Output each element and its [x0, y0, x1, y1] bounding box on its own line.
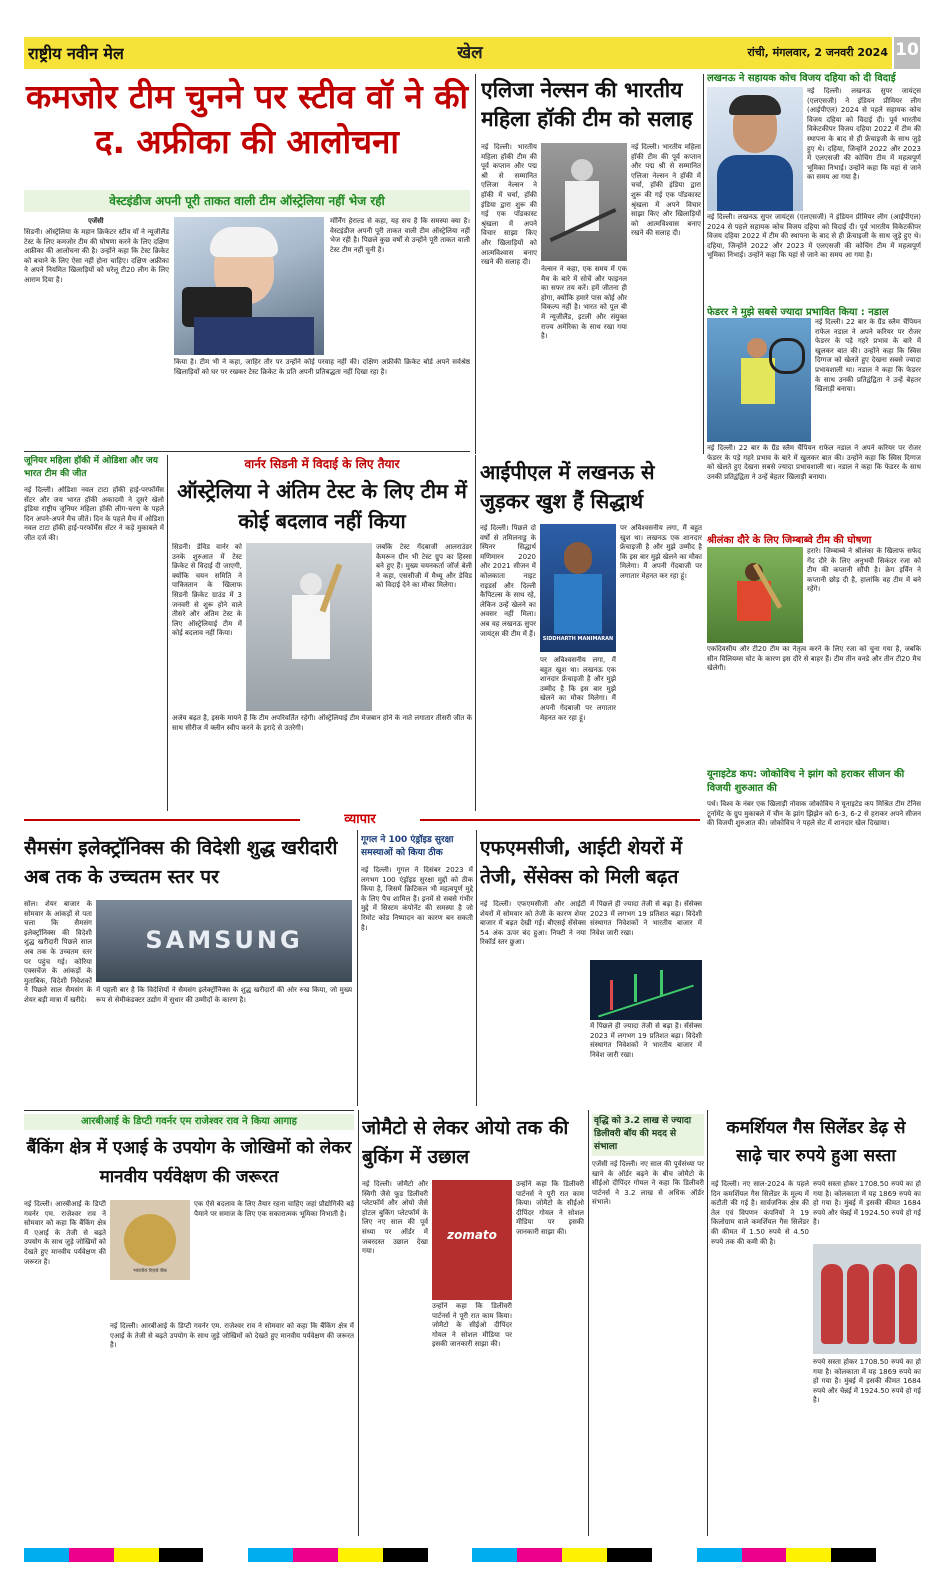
business-section-label: व्यापार	[300, 811, 420, 828]
vijay-dahiya-body: नई दिल्ली। लखनऊ सुपर जायंट्स (एलएसजी) ने इंडियन प्रीमियर लीग (आईपीएल) 2024 से पहले सहायक कोच विजय दहिया को विदाई दी। पूर्व भारतीय विकेटकीपर विजय दहिया 2022 में टीम की स्थापना के बाद से ही फ्रेंचाइजी के साथ जुड़े हुए थे। दहिया, जिन्होंने 2022 और 2023 में एलएसजी की कोचिंग टीम में महत्वपूर्ण भूमिका निभाई। उन्होंने कहा कि यहां से जाने का समय आ गया है।	[807, 87, 921, 182]
gas-body-col2: रुपये सस्ता होकर 1708.50 रुपये का हो गया है। कोलकाता में यह 1869 रुपये का हो गया है। मुंबई में इसकी कीमत 1684 रुपये और चेन्नई में 1924.50 रुपये हो गई है।	[813, 1180, 921, 1227]
zomato-body-col3: उन्होंने कहा कि डिलीवरी पार्टनर्स ने पूरी रात काम किया। जोमैटो के सीईओ दीपिंदर गोयल ने सोशल मीडिया पर इसकी जानकारी साझा की।	[432, 1302, 512, 1349]
nadal-body: नई दिल्ली। 22 बार के ग्रैंड स्लैम चैंपियन राफेल नडाल ने अपने करियर पर रोजर फेडरर के पड़े गहरे प्रभाव के बारे में खुलकर बात की। उन्होंने कहा कि स्विस दिग्गज को खेलते हुए देखना सबसे ज्यादा प्रभावशाली था। नडाल ने कहा कि फेडरर के साथ उनकी प्रतिद्वंद्विता ने उन्हें बेहतर खिलाड़ी बनाया।	[815, 318, 921, 394]
steve-waugh-body-col1: सिडनी। ऑस्ट्रेलिया के महान क्रिकेटर स्टीव वॉ ने न्यूजीलैंड टेस्ट के लिए कमजोर टीम की घोषणा करने के लिए दक्षिण अफ्रीका की आलोचना की है। उन्होंने कहा कि टेस्ट क्रिकेट को बचाने के लिए ऐसा नहीं होना चाहिए। दक्षिण अफ्रीका ने अपने नियमित खिलाड़ियों को घरेलू टी20 लीग के लिए आराम दिया है।	[24, 228, 169, 284]
man-with-camera-photo	[174, 217, 324, 355]
samsung-headline: सैमसंग इलेक्ट्रॉनिक्स की विदेशी शुद्ध खरीदारी अब तक के उच्चतम स्तर पर	[24, 837, 338, 888]
zimbabwe-body: हरारे। जिम्बाब्वे ने श्रीलंका के खिलाफ सफेद गेंद दौरे के लिए अनुभवी सिकंदर रजा को टीम की कप्तानी सौंपी है। क्रेग इर्विन ने कप्तानी छोड़ दी है, हालांकि वह टीम में बने रहेंगे।	[807, 547, 921, 594]
rbi-body-col1: नई दिल्ली। आरबीआई के डिप्टी गवर्नर एम. राजेश्वर राव ने सोमवार को कहा कि बैंकिंग क्षेत्र में एआई के तेजी से बढ़ते उपयोग के साथ जुड़े जोखिमों को देखते हुए मानवीय पर्यवेक्षण की जरूरत है।	[24, 1200, 106, 1266]
color-registration-strip-top	[0, 0, 945, 6]
zimbabwe-body-cont: एकदिवसीय और टी20 टीम का नेतृत्व करने के लिए रजा को चुना गया है, जबकि सीन विलियम्स चोट के कारण इस दौरे से बाहर हैं। टीम तीन वनडे और तीन टी20 मैच खेलेगी।	[707, 645, 921, 673]
page-number: 10	[895, 40, 919, 60]
tennis-player-photo	[707, 318, 811, 442]
color-registration-strip-bottom	[24, 1548, 921, 1562]
junior-hockey-body: नई दिल्ली। ओडिशा नवल टाटा हॉकी हाई-परफॉर्मेंस सेंटर और जय भारत हॉकी अकादमी ने दूसरे खेलो इंडिया राष्ट्रीय जूनियर महिला हॉकी लीग-चरण के पहले दिन अपने-अपने मैच जीते। दिन के पहले मैच में ओडिशा नवल टाटा हॉकी हाई-परफॉर्मेंस सेंटर ने कड़े मुकाबले में जीत दर्ज की।	[24, 486, 164, 542]
warner-kicker: वार्नर सिडनी में विदाई के लिए तैयार	[244, 457, 400, 471]
fmcg-body-col3: में पिछले ही ज्यादा तेजी से बढ़ा है। सेंसेक्स 2023 में लगभग 19 प्रतिशत बढ़ा। विदेशी संस्थागत निवेशकों ने भारतीय बाजार में निवेश जारी रखा।	[590, 1022, 702, 1059]
gas-cylinders-photo	[813, 1244, 921, 1354]
column-divider	[358, 1110, 359, 1536]
zomato-body-col1: नई दिल्ली। जोमैटो और स्विगी जैसे फूड डिलीवरी प्लेटफॉर्म और ओयो जैसे होटल बुकिंग प्लेटफॉर्म के लिए नए साल की पूर्व संध्या पर ऑर्डर में जबरदस्त उछाल देखा गया।	[362, 1180, 428, 1256]
column-divider	[476, 830, 477, 1106]
column-divider	[475, 74, 476, 454]
samsung-building-photo	[96, 900, 352, 982]
column-divider	[588, 1110, 589, 1536]
dateline: रांची, मंगलवार, 2 जनवरी 2024	[747, 46, 888, 59]
delivery-kicker: वृद्धि को 3.2 लाख से ज्यादा डिलीवरी बॉय की मदद से संभाला	[592, 1114, 704, 1156]
siddharth-body-col1: नई दिल्ली। पिछले दो वर्षों से तमिलनाडु के स्पिनर सिद्धार्थ मणिमारन 2020 और 2021 सीजन में कोलकाता नाइट राइडर्स और दिल्ली कैपिटल्स के साथ रहे, लेकिन उन्हें खेलने का अवसर नहीं मिला। अब वह लखनऊ सुपर जायंट्स की टीम में हैं।	[480, 524, 536, 638]
samsung-body-col2: में पहली बार है कि विदेशियों ने सैमसंग इलेक्ट्रॉनिक्स के शुद्ध खरीदारों की ओर रुख किया, जो मुख्य रूप से सेमीकंडक्टर उद्योग में सुधार की उम्मीदों के कारण है।	[96, 986, 352, 1004]
google-body: नई दिल्ली। गूगल ने दिसंबर 2023 में लगभग 100 एंड्रॉइड सुरक्षा मुद्दों को ठीक किया है, जिसमें क्रिटिकल भी महत्वपूर्ण मुद्दे के लिए पैच शामिल हैं। इनमें से सबसे गंभीर मुद्दे में सिस्टम कंपोनेंट की समस्या है जो रिमोट कोड निष्पादन का कारण बन सकती है।	[361, 866, 473, 932]
section-rule	[24, 1110, 354, 1111]
vijay-dahiya-body-cont: नई दिल्ली। लखनऊ सुपर जायंट्स (एलएसजी) ने इंडियन प्रीमियर लीग (आईपीएल) 2024 से पहले सहायक कोच विजय दहिया को विदाई दी। पूर्व भारतीय विकेटकीपर विजय दहिया 2022 में टीम की स्थापना के बाद से ही फ्रेंचाइजी के साथ जुड़े हुए थे। दहिया, जिन्होंने 2022 और 2023 में एलएसजी की कोचिंग टीम में महत्वपूर्ण भूमिका निभाई। उन्होंने कहा कि यहां से जाने का समय आ गया है।	[707, 213, 921, 260]
alyssa-nelson-headline: एलिजा नेल्सन की भारतीय महिला हॉकी टीम को सलाह	[481, 78, 693, 131]
warner-headline: ऑस्ट्रेलिया ने अंतिम टेस्ट के लिए टीम में कोई बदलाव नहीं किया	[177, 479, 467, 533]
delivery-body: एजेंसी नई दिल्ली। नए साल की पूर्वसंध्या पर खाने के ऑर्डर बढ़ने के बीच जोमैटो के सीईओ दीपिंदर गोयल ने कहा कि डिलीवरी पार्टनर्स ने 3.2 लाख से अधिक ऑर्डर संभाले।	[592, 1160, 704, 1207]
nadal-kicker: फेडरर ने मुझे सबसे ज्यादा प्रभावित किया : नडाल	[707, 307, 889, 318]
djokovic-kicker: यूनाइटेड कप: जोकोविच ने झांग को हराकर सीजन की विजयी शुरुआत की	[707, 769, 905, 794]
zomato-headline: जोमैटो से लेकर ओयो तक की बुकिंग में उछाल	[362, 1117, 569, 1168]
hockey-player-photo	[541, 143, 627, 261]
gas-body-col1: नई दिल्ली। नए साल-2024 के पहले दिन कमर्शियल गैस सिलेंडर के मूल्य में कटौती की गई है। सार्वजनिक क्षेत्र की तेल एवं विपणन कंपनियों ने 19 किलोग्राम वाले कमर्शियल गैस सिलेंडर की कीमत में 1.50 रुपये से 4.50 रुपये तक की कमी की है।	[711, 1180, 809, 1246]
siddharth-body-col2: पर अविश्वसनीय लगा, मैं बहुत खुश था। लखनऊ एक शानदार फ्रेंचाइजी है और मुझे उम्मीद है कि इस बार मुझे खेलने का मौका मिलेगा। मैं अपनी गेंदबाजी पर लगातार मेहनत कर रहा हूं।	[540, 656, 616, 722]
coach-portrait-photo	[707, 87, 803, 211]
rbi-body-col3: नई दिल्ली। आरबीआई के डिप्टी गवर्नर एम. राजेश्वर राव ने सोमवार को कहा कि बैंकिंग क्षेत्र में एआई के तेजी से बढ़ते उपयोग के साथ जुड़े जोखिमों को देखते हुए मानवीय पर्यवेक्षण की जरूरत है।	[110, 1322, 354, 1350]
zomato-body-col2: उन्होंने कहा कि डिलीवरी पार्टनर्स ने पूरी रात काम किया। जोमैटो के सीईओ दीपिंदर गोयल ने सोशल मीडिया पर इसकी जानकारी साझा की।	[516, 1180, 584, 1236]
column-divider	[707, 1110, 708, 1536]
fmcg-headline: एफएमसीजी, आईटी शेयरों में तेजी, सेंसेक्स को मिली बढ़त	[480, 837, 683, 888]
alyssa-nelson-body-col2: नेल्सन ने कहा, एक समय में एक मैच के बारे में सोचें और फाइनल का सफर तय करें। हमें जीतना ही होगा, क्योंकि हमारे पास कोई और विकल्प नहीं है। भारत को पूल बी में न्यूजीलैंड, इटली और संयुक्त राज्य अमेरिका के साथ रखा गया है।	[541, 265, 627, 341]
siddharth-headline: आईपीएल में लखनऊ से जुड़कर खुश हैं सिद्धार्थ	[480, 460, 655, 513]
steve-waugh-body-col2: मॉर्निंग हेराल्ड से कहा, यह सच है कि समस्या क्या है। वेस्टइंडीज अपनी पूरी ताकत वाली टीम ऑस्ट्रेलिया नहीं भेज रही है। पिछले कुछ वर्षों से उन्होंने पूरी ताकत वाली टेस्ट टीम नहीं चुनी है।	[330, 217, 470, 254]
rbi-photo-text: भारतीय रिज़र्व बैंक	[133, 1268, 167, 1274]
column-divider	[475, 455, 476, 811]
cricketer-raising-bat-photo	[246, 543, 372, 711]
fmcg-body-col1: नई दिल्ली। एफएमसीजी और आईटी शेयरों में सोमवार को तेजी के कारण शेयर बाजार में बढ़त देखी गई। बीएसई सेंसेक्स 54 अंक ऊपर बंद हुआ। निफ्टी ने नया रिकॉर्ड स्तर छुआ।	[480, 900, 586, 947]
zomato-photo-text: zomato	[447, 1228, 497, 1242]
steve-waugh-subhead: वेस्टइंडीज अपनी पूरी ताकत वाली टीम ऑस्ट्रेलिया नहीं भेज रही	[24, 190, 470, 212]
warner-body-col2: जबकि टेस्ट गेंदबाजी आलराउंडर कैमरून ग्रीन भी टेस्ट ग्रुप का हिस्सा बने हुए हैं। मुख्य चयनकर्ता जॉर्ज बेली ने कहा, एससीजी में मैथ्यू और डेविड को विदाई देने का मौका मिलेगा।	[376, 543, 472, 590]
warner-body-col3: अजेय बढ़त है, इसके मायने हैं कि टीम अपरिवर्तित रहेगी। ऑस्ट्रेलियाई टीम मेजबान होने के नाते लगातार तीसरी जीत के साथ सीरीज में क्लीन स्वीप करने के इरादे से उतरेगी।	[172, 714, 472, 732]
section-rule	[24, 451, 470, 452]
siddharth-photo-caption: SIDDHARTH MANIMARAN	[542, 636, 614, 642]
gas-headline: कमर्शियल गैस सिलेंडर डेढ़ से साढ़े चार रुपये हुआ सस्ता	[726, 1118, 906, 1166]
steve-waugh-byline: एजेंसी	[88, 217, 104, 225]
alyssa-nelson-body-col1: नई दिल्ली। भारतीय महिला हॉकी टीम की पूर्व कप्तान और पद्म श्री से सम्मानित एलिजा नेल्सन ने हॉकी में चर्चा, हॉकी इंडिया द्वारा शुरू की गई एक पॉडकास्ट श्रृंखला में अपने विचार साझा किए और खिलाड़ियों को आत्मविश्वास बनाए रखने की सलाह दी।	[481, 143, 537, 267]
column-divider	[703, 74, 704, 454]
djokovic-body: पर्थ। विश्व के नंबर एक खिलाड़ी नोवाक जोकोविच ने यूनाइटेड कप मिश्रित टीम टेनिस टूर्नामेंट के ग्रुप मुकाबले में चीन के झांग झिझेन को 6-3, 6-2 से हराकर अपने सीजन की विजयी शुरुआत की। जोकोविच ने पहले सेट में शानदार खेल दिखाया।	[707, 800, 921, 828]
rbi-kicker: आरबीआई के डिप्टी गवर्नर एम राजेश्वर राव ने किया आगाह	[24, 1114, 354, 1130]
samsung-photo-text: SAMSUNG	[145, 926, 303, 954]
rbi-body-col2: एक ऐसे बदलाव के लिए तैयार रहना चाहिए जहां प्रौद्योगिकी बड़े पैमाने पर समाज के लिए एक सकारात्मक भूमिका निभाती है।	[194, 1200, 354, 1218]
fmcg-body-col2: में पिछले ही ज्यादा तेजी से बढ़ा है। सेंसेक्स 2023 में लगभग 19 प्रतिशत बढ़ा। विदेशी संस्थागत निवेशकों ने भारतीय बाजार में निवेश जारी रखा।	[590, 900, 702, 937]
stock-chart-photo	[590, 960, 702, 1020]
gas-body-col3: रुपये सस्ता होकर 1708.50 रुपये का हो गया है। कोलकाता में यह 1869 रुपये का हो गया है। मुंबई में इसकी कीमत 1684 रुपये और चेन्नई में 1924.50 रुपये हो गई है।	[813, 1358, 921, 1405]
batsman-photo	[707, 547, 803, 643]
warner-body-col1: सिडनी। डेविड वार्नर को उनके शुरुआत में टेस्ट क्रिकेट से विदाई दी जाएगी, क्योंकि चयन समिति ने पाकिस्तान के खिलाफ सिडनी क्रिकेट ग्राउंड में 3 जनवरी से शुरू होने वाले तीसरे और अंतिम टेस्ट के लिए ऑस्ट्रेलियाई टीम में कोई बदलाव नहीं किया।	[172, 543, 242, 638]
nadal-body-cont: नई दिल्ली। 22 बार के ग्रैंड स्लैम चैंपियन राफेल नडाल ने अपने करियर पर रोजर फेडरर के पड़े गहरे प्रभाव के बारे में खुलकर बात की। उन्होंने कहा कि स्विस दिग्गज को खेलते हुए देखना सबसे ज्यादा प्रभावशाली था। नडाल ने कहा कि फेडरर के साथ उनकी प्रतिद्वंद्विता ने उन्हें बेहतर खिलाड़ी बनाया।	[707, 444, 921, 481]
section-name: खेल	[457, 43, 483, 63]
column-divider	[167, 455, 168, 811]
alyssa-nelson-body-col3: नई दिल्ली। भारतीय महिला हॉकी टीम की पूर्व कप्तान और पद्म श्री से सम्मानित एलिजा नेल्सन ने हॉकी में चर्चा, हॉकी इंडिया द्वारा शुरू की गई एक पॉडकास्ट श्रृंखला में अपने विचार साझा किए और खिलाड़ियों को आत्मविश्वास बनाए रखने की सलाह दी।	[631, 143, 701, 238]
google-headline: गूगल ने 100 एंड्रॉइड सुरक्षा समस्याओं को किया ठीक	[361, 835, 454, 858]
zimbabwe-kicker: श्रीलंका दौरे के लिए जिम्बाब्वे टीम की घोषणा	[707, 535, 872, 546]
siddharth-body-col3: पर अविश्वसनीय लगा, मैं बहुत खुश था। लखनऊ एक शानदार फ्रेंचाइजी है और मुझे उम्मीद है कि इस बार मुझे खेलने का मौका मिलेगा। मैं अपनी गेंदबाजी पर लगातार मेहनत कर रहा हूं।	[620, 524, 702, 580]
cricketer-portrait-photo	[540, 524, 616, 652]
rbi-headline: बैंकिंग क्षेत्र में एआई के उपयोग के जोखिमों को लेकर मानवीय पर्यवेक्षण की जरूरत	[26, 1138, 352, 1187]
steve-waugh-body-col3: किया है। टीम भी ने कहा, जाहिर तौर पर उन्होंने कोई परवाह नहीं की। दक्षिण अफ्रीकी क्रिकेट बोर्ड अपने सर्वश्रेष्ठ खिलाड़ियों को घर पर रखकर टेस्ट क्रिकेट के प्रति अपनी प्रतिबद्धता नहीं दिखा रहा है।	[174, 358, 470, 376]
vijay-dahiya-kicker: लखनऊ ने सहायक कोच विजय दहिया को दी विदाई	[707, 73, 896, 84]
rbi-emblem-photo	[110, 1200, 190, 1280]
junior-hockey-headline: जूनियर महिला हॉकी में ओडिशा और जय भारत टीम की जीत	[24, 456, 158, 479]
steve-waugh-headline: कमजोर टीम चुनने पर स्टीव वॉ ने की द. अफ्रीका की आलोचना	[25, 77, 469, 161]
paper-name: राष्ट्रीय नवीन मेल	[28, 44, 124, 63]
delivery-bag-photo	[432, 1180, 512, 1300]
column-divider	[357, 830, 358, 1106]
samsung-body-col1: सोल। शेयर बाजार के सोमवार के आंकड़ों से पता चला कि सैमसंग इलेक्ट्रॉनिक्स की विदेशी शुद्ध खरीदारी पिछले साल अब तक के उच्चतम स्तर पर पहुंच गई। कोरिया एक्सचेंज के आंकड़ों के मुताबिक, विदेशी निवेशकों ने पिछले साल सैमसंग के शेयर बड़ी मात्रा में खरीदे।	[24, 900, 92, 1004]
